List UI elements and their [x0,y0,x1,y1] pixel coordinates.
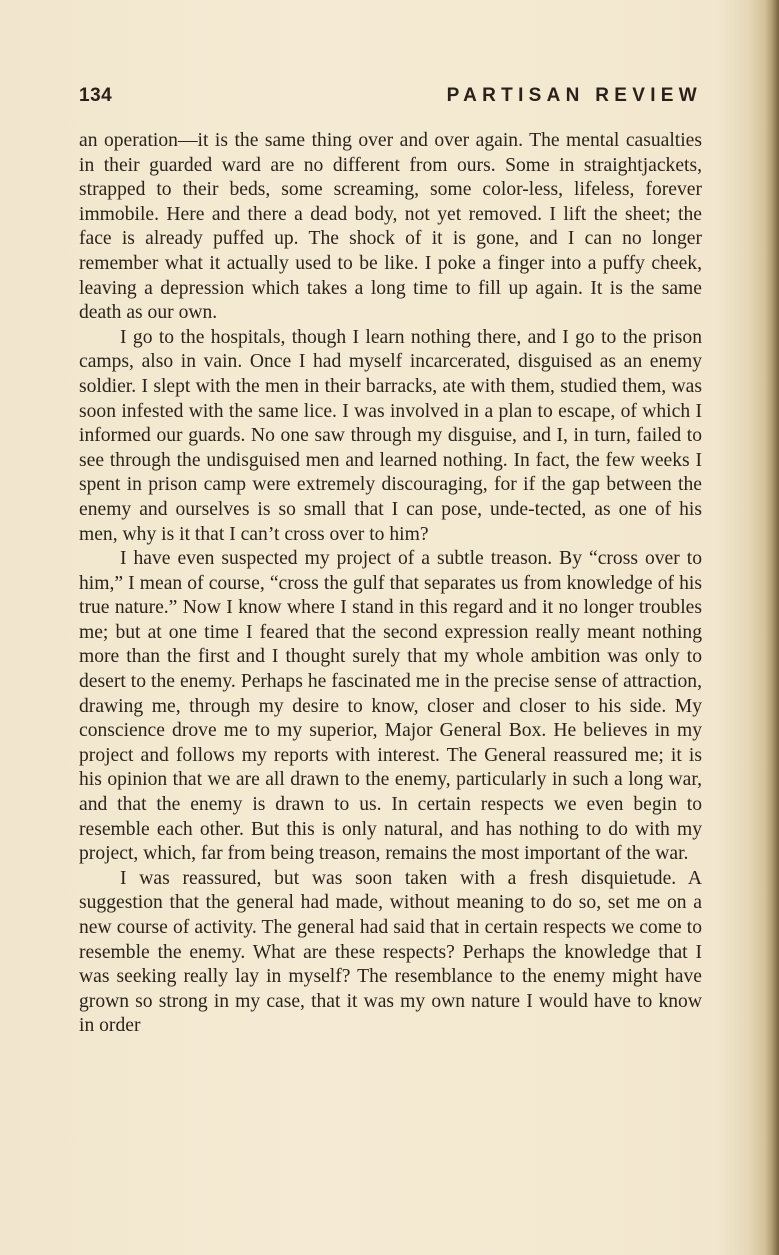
paragraph-3: I have even suspected my project of a subtle treason. By “cross over to him,” I mean of course, “cross the gulf that separates us from knowledge of his true nature.” Now I know where I stand in this regard and it no longer troubles me; but at one time I feared that the second expression really meant nothing more than the first and I thought surely that my whole ambition was only to desert to the enemy. Perhaps he fascinated me in the precise sense of attraction, drawing me, through my desire to know, closer and closer to his side. My conscience drove me to my superior, Major General Box. He believes in my project and follows my reports with interest. The General reassured me; it is his opinion that we are all drawn to the enemy, particularly in such a long war, and that the enemy is drawn to us. In certain respects we even begin to resemble each other. But this is only natural, and has nothing to do with my project, which, far from being treason, remains the most important of the war. [79,548,702,865]
page-header [79,85,702,113]
paragraph-1: an operation—it is the same thing over and over again. The mental casualties in their guarded ward are no different from ours. Some in straightjackets, strapped to their beds, some screaming, some color-less, lifeless, forever immobile. Here and there a dead body, not yet removed. I lift the sheet; the face is already puffed up. The shock of it is gone, and I can no longer remember what it actually used to be like. I poke a finger into a puffy cheek, leaving a depression which takes a long time to fill up again. It is the same death as our own. [79,130,702,324]
running-head: PARTISAN REVIEW [446,85,702,106]
paragraph-4: I was reassured, but was soon taken with a fresh disquietude. A suggestion that the general had made, without meaning to do so, set me on a new course of activity. The general had said that in certain respects we come to resemble the enemy. What are these respects? Perhaps the knowledge that I was seeking really lay in myself? The resemblance to the enemy might have grown so strong in my case, that it was my own nature I would have to know in order [79,867,702,1037]
body-text [79,129,702,1039]
paragraph-2: I go to the hospitals, though I learn nothing there, and I go to the prison camps, also in vain. Once I had myself incarcerated, disguised as an enemy soldier. I slept with the men in their barracks, ate with them, studied them, was soon infested with the same lice. I was involved in a plan to escape, of which I informed our guards. No one saw through my disguise, and I, in turn, failed to see through the undisguised men and learned nothing. In fact, the few weeks I spent in prison camp were extremely discouraging, for if the gap between the enemy and ourselves is so small that I can pose, unde-tected, as one of his men, why is it that I can’t cross over to him? [79,326,702,545]
page-number: 134 [79,85,113,106]
spine-shadow [765,0,779,1255]
